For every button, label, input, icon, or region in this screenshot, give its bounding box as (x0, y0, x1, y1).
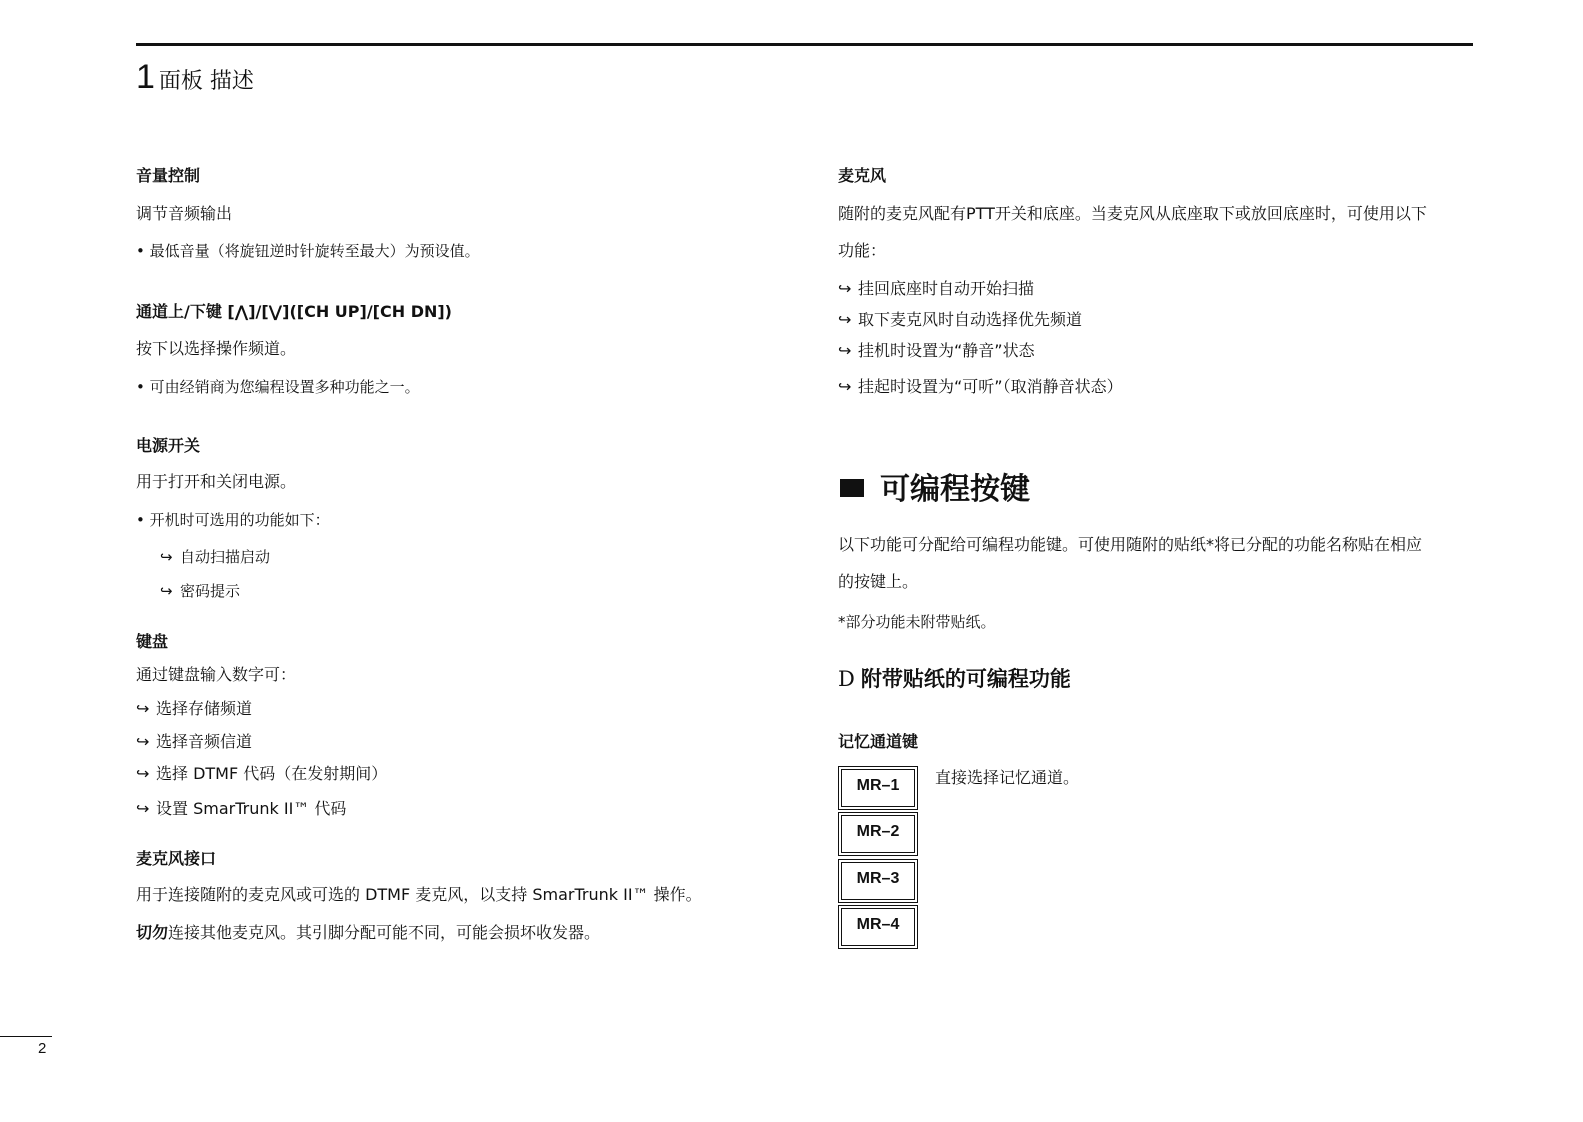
volume-heading: 音量控制 (136, 166, 201, 185)
arrow-icon: ↪ (160, 548, 173, 566)
programmable-desc-line1: 以下功能可分配给可编程功能键。可使用随附的贴纸*将已分配的功能名称贴在相应 (838, 535, 1423, 554)
top-rule (136, 43, 1473, 46)
square-bullet-icon (840, 479, 864, 497)
keypad-item: ↪ 选择存储频道 (136, 699, 253, 718)
memory-desc: 直接选择记忆通道。 (935, 768, 1080, 787)
memory-heading: 记忆通道键 (838, 732, 919, 751)
arrow-icon: ↪ (136, 799, 150, 818)
mic-jack-heading: 麦克风接口 (136, 849, 217, 868)
chapter-title: 面板 描述 (158, 69, 254, 94)
mr-2-key: MR–2 (838, 812, 918, 856)
programmable-note: *部分功能未附带贴纸。 (838, 613, 996, 631)
power-bullet: • 开机时可选用的功能如下： (136, 511, 330, 529)
mic-item: ↪ 挂回底座时自动开始扫描 (838, 279, 1035, 298)
arrow-icon: ↪ (838, 377, 852, 396)
mic-jack-warning: 切勿连接其他麦克风。其引脚分配可能不同，可能会损坏收发器。 (136, 923, 601, 942)
mr-1-key: MR–1 (838, 766, 918, 810)
footer-rule (0, 1036, 52, 1037)
mic-item: ↪ 取下麦克风时自动选择优先频道 (838, 310, 1083, 329)
arrow-icon: ↪ (136, 732, 150, 751)
mic-jack-desc: 用于连接随附的麦克风或可选的 DTMF 麦克风，以支持 SmarTrunk II™ 操作。 (136, 885, 702, 904)
programmable-heading: 可编程按键 (840, 472, 1030, 508)
arrow-icon: ↪ (136, 764, 150, 783)
channel-bullet: • 可由经销商为您编程设置多种功能之一。 (136, 378, 420, 396)
mr-3-key: MR–3 (838, 859, 918, 903)
keypad-item: ↪ 设置 SmarTrunk II™ 代码 (136, 799, 347, 818)
keypad-item: ↪ 选择 DTMF 代码（在发射期间） (136, 764, 388, 783)
keypad-desc: 通过键盘输入数字可： (136, 665, 297, 684)
channel-desc: 按下以选择操作频道。 (136, 339, 297, 358)
power-sub-item: ↪ 密码提示 (160, 582, 241, 600)
mic-desc-line1: 随附的麦克风配有PTT开关和底座。当麦克风从底座取下或放回底座时，可使用以下 (838, 204, 1427, 223)
sticker-section-heading: D 附带贴纸的可编程功能 (838, 667, 1071, 691)
arrow-icon: ↪ (160, 582, 173, 600)
keypad-item: ↪ 选择音频信道 (136, 732, 253, 751)
volume-desc: 调节音频输出 (136, 204, 233, 223)
programmable-desc-line2: 的按键上。 (838, 572, 919, 591)
chapter-heading (136, 58, 254, 97)
mr-4-key: MR–4 (838, 905, 918, 949)
channel-heading: 通道上/下键 [⋀]/[⋁]([CH UP]/[CH DN]) (136, 302, 452, 321)
power-heading: 电源开关 (136, 436, 201, 455)
page-number: 2 (38, 1040, 47, 1057)
mic-desc-line2: 功能： (838, 241, 887, 260)
chapter-number: 1 (136, 58, 155, 96)
mic-item: ↪ 挂机时设置为“静音”状态 (838, 341, 1035, 360)
arrow-icon: ↪ (136, 699, 150, 718)
arrow-icon: ↪ (838, 341, 852, 360)
power-sub-item: ↪ 自动扫描启动 (160, 548, 271, 566)
arrow-icon: ↪ (838, 279, 852, 298)
section-marker: D (838, 667, 855, 691)
mic-item: ↪ 挂起时设置为“可听”（取消静音状态） (838, 377, 1123, 396)
arrow-icon: ↪ (838, 310, 852, 329)
volume-bullet: • 最低音量（将旋钮逆时针旋转至最大）为预设值。 (136, 242, 480, 260)
mic-heading: 麦克风 (838, 166, 887, 185)
keypad-heading: 键盘 (136, 632, 169, 651)
power-desc: 用于打开和关闭电源。 (136, 472, 297, 491)
